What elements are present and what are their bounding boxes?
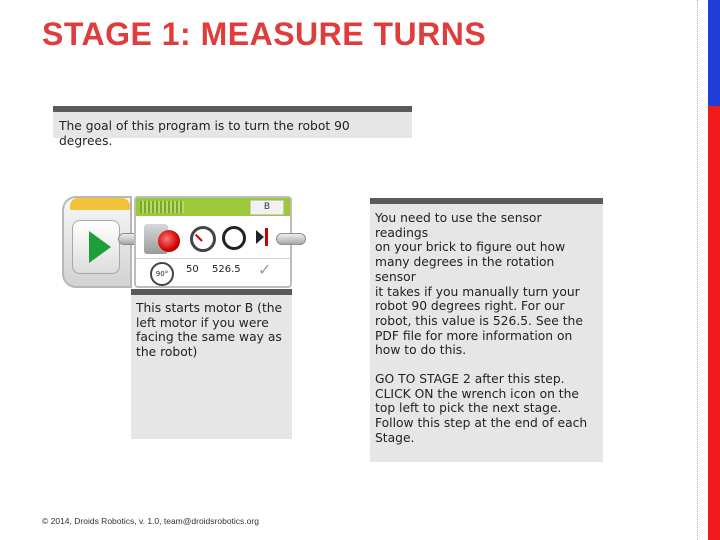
check-icon[interactable]: ✓ [258, 260, 272, 279]
motor-note [131, 289, 292, 439]
motor-note-text: This starts motor B (the left motor if you were facing the same way as the robot) [136, 301, 283, 360]
sequence-wire-right [276, 233, 306, 245]
start-block-tab [70, 198, 130, 210]
ring-icon [222, 226, 246, 250]
slide-footer: © 2014, Droids Robotics, v. 1.0, team@droidsrobotics.org [42, 516, 259, 526]
slide-title: STAGE 1: MEASURE TURNS [42, 16, 487, 52]
sensor-note [370, 198, 603, 462]
degrees-input[interactable]: 526.5 [212, 264, 241, 275]
gauge-icon [190, 226, 216, 252]
mode-selector[interactable]: 90° [150, 262, 174, 286]
start-block-inner [72, 220, 120, 274]
medium-motor-block[interactable] [134, 196, 292, 288]
port-selector[interactable]: B [250, 200, 284, 215]
play-icon [89, 231, 111, 263]
side-divider [697, 0, 698, 540]
power-input[interactable]: 50 [186, 264, 199, 275]
motor-block-hatch [140, 201, 184, 213]
side-accent-blue [708, 0, 720, 106]
goal-note [53, 106, 412, 148]
motor-block-header [136, 198, 290, 216]
sensor-note-para1: You need to use the sensor readings on your brick to figure out how many degrees in the rotation sensor it takes if you manually turn your robot 90 degrees right. For our robot, this value is 526.5. See the PDF file for more information on how to do this. [375, 211, 583, 358]
motor-icon [158, 230, 180, 252]
side-accent-red [708, 106, 720, 540]
sensor-note-para2: GO TO STAGE 2 after this step. CLICK ON the wrench icon on the top left to pick the next stage. Follow this step at the end of each Stage. [375, 372, 588, 445]
motor-block-divider [136, 258, 290, 259]
brake-icon [256, 228, 270, 246]
goal-note-text: The goal of this program is to turn the robot 90 degrees. [59, 119, 350, 148]
ev3-program [62, 192, 306, 292]
